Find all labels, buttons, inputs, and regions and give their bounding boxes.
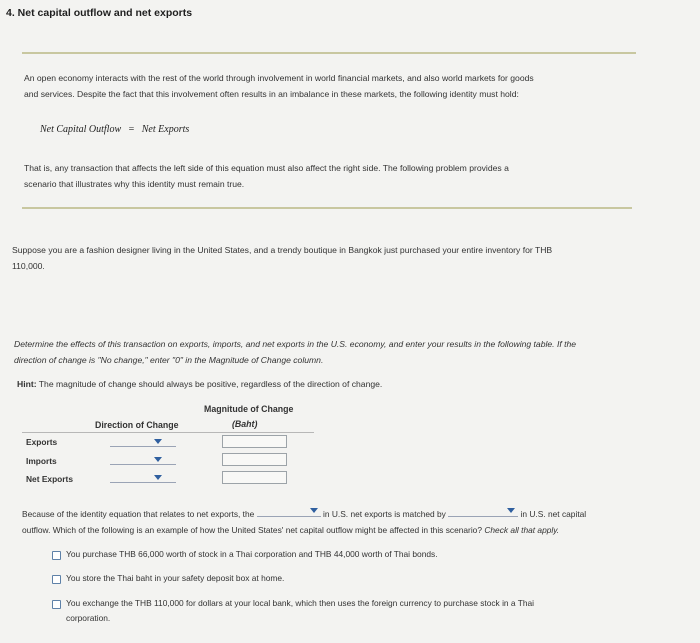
hint-label: Hint: (17, 379, 37, 389)
identity-equation (40, 124, 189, 135)
question-title: 4. Net capital outflow and net exports (6, 7, 193, 19)
chevron-down-icon (154, 457, 162, 462)
instructions-line-1: Determine the effects of this transaction on exports, imports, and net exports in the U.S. economy, and enter your results in the following table. If the (14, 339, 577, 349)
imports-magnitude-input[interactable] (222, 453, 287, 466)
col-header-direction: Direction of Change (95, 420, 179, 430)
followup-text (22, 506, 692, 522)
exports-magnitude-input[interactable] (222, 435, 287, 448)
intro-line-1: An open economy interacts with the rest of the world through involvement in world financial markets, and also world markets for goods (24, 73, 534, 83)
followup-part-2: in U.S. net exports is matched by (322, 509, 446, 519)
net-exports-magnitude-input[interactable] (222, 471, 287, 484)
option-3-label (66, 596, 666, 626)
intro-text (24, 70, 684, 102)
table-header-rule (22, 432, 314, 433)
option-3-label-line-2: corporation. (66, 613, 111, 623)
net-exports-direction-dropdown[interactable] (110, 471, 176, 483)
hint-text: The magnitude of change should always be positive, regardless of the direction of change. (36, 379, 383, 389)
chevron-down-icon (154, 475, 162, 480)
identity-right: Net Exports (141, 124, 190, 135)
scenario-line-1: Suppose you are a fashion designer living in the United States, and a trendy boutique in Bangkok just purchased your entire inventory for THB (12, 245, 553, 255)
followup-question (22, 522, 692, 538)
followup-part-1: Because of the identity equation that relates to net exports, the (22, 509, 255, 519)
divider-top (22, 52, 636, 54)
option-1-checkbox[interactable] (52, 551, 61, 560)
identity-left: Net Capital Outflow (40, 124, 122, 135)
chevron-down-icon (507, 508, 515, 513)
instructions-text (14, 336, 694, 368)
followup-dropdown-2[interactable] (448, 506, 518, 517)
row-label-net-exports: Net Exports (26, 474, 74, 484)
option-2-checkbox[interactable] (52, 575, 61, 584)
col-header-magnitude: Magnitude of Change (204, 404, 294, 414)
followup-dropdown-1[interactable] (257, 506, 321, 517)
followup-check-all: Check all that apply. (482, 525, 560, 535)
scenario-text (12, 242, 692, 274)
followup-line-2: outflow. Which of the following is an example of how the United States' net capital outflow might be affected in this scenario? (22, 525, 483, 535)
row-label-exports: Exports (26, 437, 58, 447)
hint (17, 376, 382, 392)
followup-part-3: in U.S. net capital (520, 509, 587, 519)
chevron-down-icon (154, 439, 162, 444)
chevron-down-icon (310, 508, 318, 513)
row-label-imports: Imports (26, 456, 57, 466)
intro-after-text (24, 160, 684, 192)
intro-line-2: and services. Despite the fact that this involvement often results in an imbalance in these markets, the following identity must hold: (24, 89, 519, 99)
instructions-line-2: direction of change is "No change," enter "0" in the Magnitude of Change column. (14, 355, 324, 365)
option-2-label: You store the Thai baht in your safety deposit box at home. (66, 573, 285, 583)
option-3-checkbox[interactable] (52, 600, 61, 609)
intro-after-line-1: That is, any transaction that affects the left side of this equation must also affect the right side. The following problem provides a (24, 163, 509, 173)
option-3-label-line-1: You exchange the THB 110,000 for dollars at your local bank, which then uses the foreign currency to purchase stock in a Thai (66, 598, 535, 608)
identity-equals: = (128, 124, 135, 135)
exports-direction-dropdown[interactable] (110, 435, 176, 447)
scenario-line-2: 110,000. (12, 261, 45, 271)
intro-after-line-2: scenario that illustrates why this identity must remain true. (24, 179, 245, 189)
divider-middle (22, 207, 632, 209)
imports-direction-dropdown[interactable] (110, 453, 176, 465)
col-header-unit: (Baht) (232, 419, 258, 429)
option-1-label: You purchase THB 66,000 worth of stock in a Thai corporation and THB 44,000 worth of Thai bonds. (66, 549, 438, 559)
